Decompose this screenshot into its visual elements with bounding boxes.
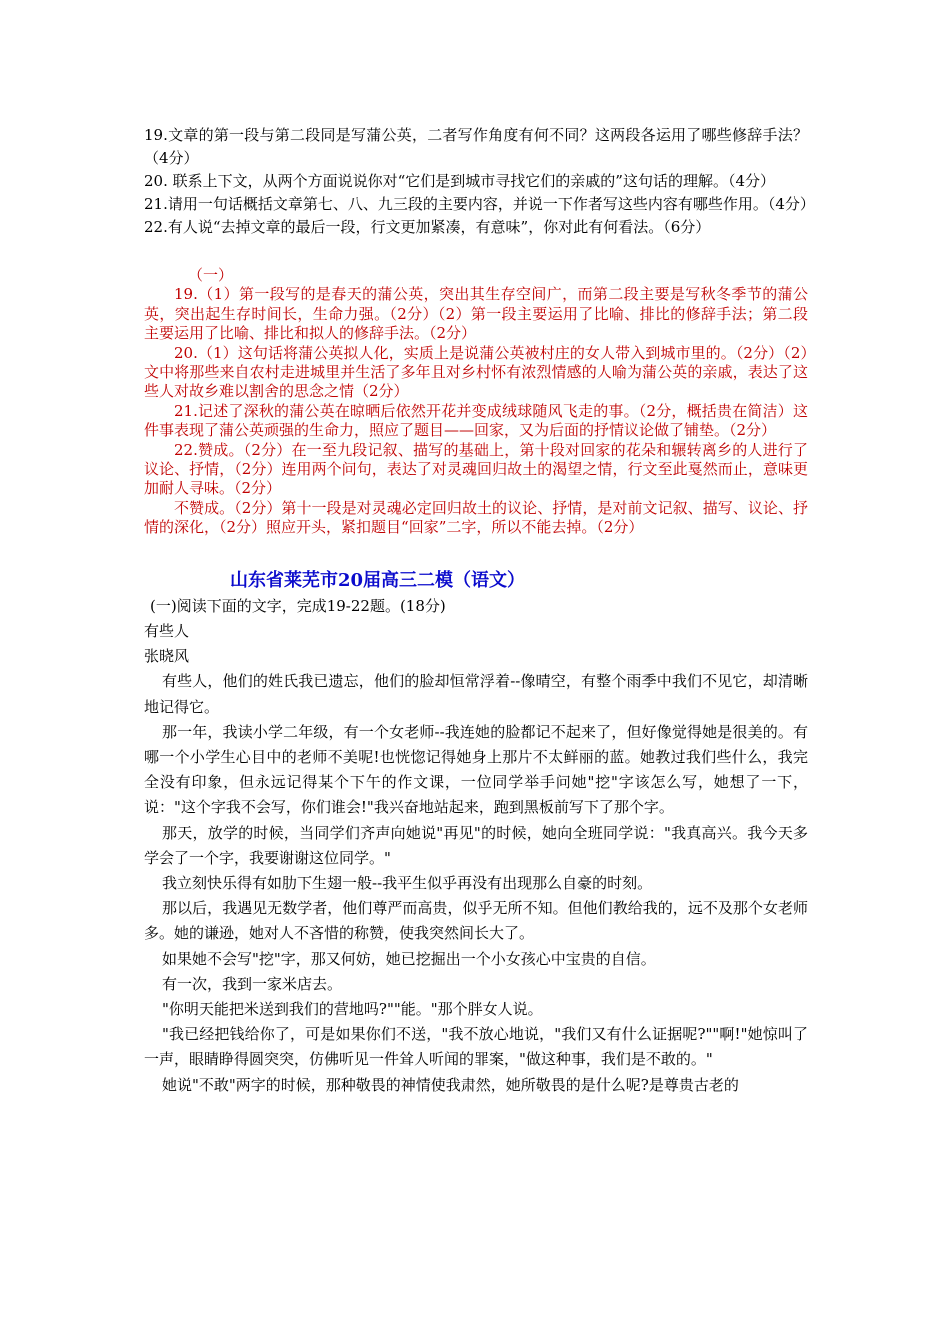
questions-section [144,124,815,239]
answer-19: 19.（1）第一段写的是春天的蒲公英，突出其生存空间广，而第二段主要是写秋冬季节的蒲公英，突出起生存时间长，生命力强。（2分）（2）第一段主要运用了比喻、排比的修辞手法；第二段主要运用了比喻、排比和拟人的修辞手法。（2分） [144,285,808,343]
article-author: 张晓风 [144,647,190,666]
answer-20: 20.（1）这句话将蒲公英拟人化，实质上是说蒲公英被村庄的女人带入到城市里的。（2分）（2）文中将那些来自农村走进城里并生活了多年且对乡村怀有浓烈情感的人喻为蒲公英的亲戚，表达了这些人对故乡难以割舍的思念之情（2分） [144,343,808,401]
article-paragraph: 那以后，我遇见无数学者，他们尊严而高贵，似乎无所不知。但他们教给我的，远不及那个女老师多。她的谦逊，她对人不吝惜的称赞，使我突然间长大了。 [144,899,808,943]
article-paragraph: 那天，放学的时候，当同学们齐声向她说"再见"的时候，她向全班同学说："我真高兴。我今天多学会了一个字，我要谢谢这位同学。" [144,823,808,867]
article-title: 有些人 [144,621,190,640]
question-19: 19.文章的第一段与第二段同是写蒲公英，二者写作角度有何不同？这两段各运用了哪些修辞手法？（4分） [144,126,808,167]
answers-heading: （一） [188,266,234,284]
question-20: 20. 联系上下文，从两个方面说说你对“它们是到城市寻找它们的亲戚的”这句话的理解。（4分） [144,172,776,190]
article-paragraph: "我已经把钱给你了，可是如果你们不送，"我不放心地说，"我们又有什么证据呢?""啊!"她惊叫了一声，眼睛睁得圆突突，仿佛听见一件耸人听闻的罪案，"做这种事，我们是不敢的。" [144,1025,808,1069]
article-paragraph: 我立刻快乐得有如肋下生翅一般--我平生似乎再没有出现那么自豪的时刻。 [162,873,653,892]
reading-instruction: (一)阅读下面的文字，完成19-22题。(18分) [150,596,446,615]
question-21: 21.请用一句话概括文章第七、八、九三段的主要内容，并说一下作者写这些内容有哪些作用。（4分） [144,195,815,213]
article-paragraph: 她说"不敢"两字的时候，那种敬畏的神情使我肃然，她所敬畏的是什么呢?是尊贵古老的 [162,1075,739,1094]
answer-22-agree: 22.赞成。（2分）在一至九段记叙、描写的基础上，第十段对回家的花朵和辗转离乡的人进行了议论、抒情，（2分）连用两个问句，表达了对灵魂回归故土的渴望之情，行文至此戛然而止，意味更加耐人寻味。（2分） [144,440,808,498]
article-paragraph: "你明天能把米送到我们的营地吗?""能。"那个胖女人说。 [162,999,543,1018]
section-title: 山东省莱芜市20届高三二模（语文） [230,569,526,591]
article-paragraph: 如果她不会写"挖"字，那又何妨，她已挖掘出一个小女孩心中宝贵的自信。 [162,949,656,968]
answer-21: 21.记述了深秋的蒲公英在晾晒后依然开花并变成绒球随风飞走的事。（2分，概括贵在简洁）这件事表现了蒲公英顽强的生命力，照应了题目——回家，又为后面的抒情议论做了铺垫。（2分） [144,401,808,440]
answer-22-disagree: 不赞成。（2分）第十一段是对灵魂必定回归故土的议论、抒情，是对前文记叙、描写、议论、抒情的深化，（2分）照应开头，紧扣题目“回家”二字，所以不能去掉。（2分） [144,498,808,537]
article-paragraph: 有些人，他们的姓氏我已遗忘，他们的脸却恒常浮着--像晴空，有整个雨季中我们不见它，却清晰地记得它。 [144,672,808,716]
reading-passage [144,594,808,1098]
article-paragraph: 有一次，我到一家米店去。 [162,974,343,993]
question-22: 22.有人说“去掉文章的最后一段，行文更加紧凑，有意味”，你对此有何看法。（6分） [144,218,711,236]
answers-section [144,266,808,538]
document-page [144,124,815,1098]
article-paragraph: 那一年，我读小学二年级，有一个女老师--我连她的脸都记不起来了，但好像觉得她是很美的。有哪一个小学生心目中的老师不美呢!也恍惚记得她身上那片不太鲜丽的蓝。她教过我们些什么，我完全没有印象，但永远记得某个下午的作文课，一位同学举手问她"挖"字该怎么写，她想了一下，说："这个字我不会写，你们谁会!"我兴奋地站起来，跑到黑板前写下了那个字。 [144,722,808,817]
